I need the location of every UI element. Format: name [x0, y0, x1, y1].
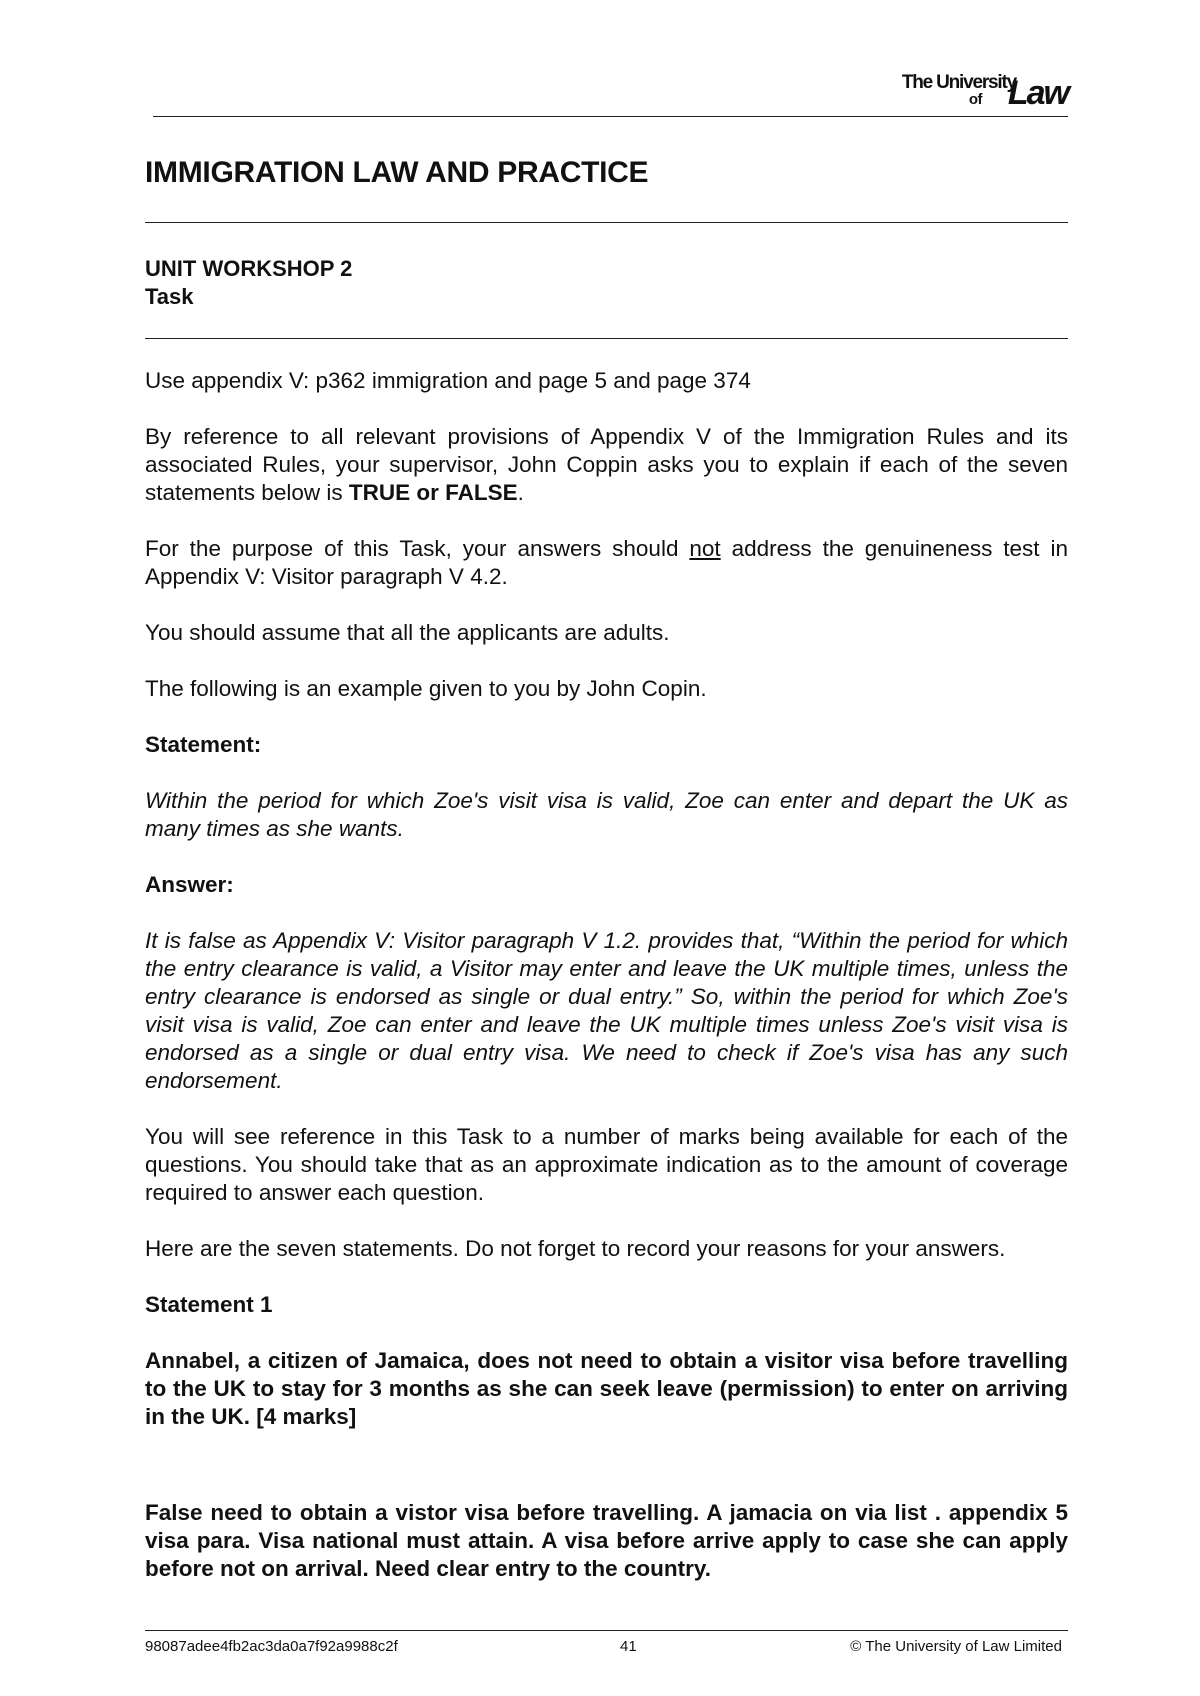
unit-task-label: Task	[145, 284, 194, 309]
unit-heading	[145, 255, 352, 311]
example-answer: It is false as Appendix V: Visitor paragraph V 1.2. provides that, “Within the period for which the entry clearance is valid, a Visitor may enter and leave the UK multiple times, unless the entry clearance is endorsed as single or dual entry.” So, within the period for which Zoe's visit visa is valid, Zoe can enter and leave the UK multiple times unless Zoe's visit visa is endorsed as a single or dual entry visa. We need to check if Zoe's visa has any such endorsement.	[145, 928, 1068, 1093]
university-logo	[858, 70, 1068, 110]
spacer	[145, 1459, 1068, 1499]
marks-paragraph: You will see reference in this Task to a number of marks being available for each of the questions. You should take that as an approximate indication as to the amount of coverage required to answer each question.	[145, 1124, 1068, 1205]
unit-workshop-label: UNIT WORKSHOP 2	[145, 256, 353, 281]
logo-line-of: of	[968, 91, 982, 108]
answer-label: Answer:	[145, 872, 234, 897]
reference-paragraph	[145, 423, 1068, 507]
purpose-text: For the purpose of this Task, your answers should	[145, 536, 690, 561]
logo-line-law: Law	[1007, 74, 1068, 112]
true-false-emphasis: TRUE or FALSE	[348, 480, 518, 505]
statement-1-text: Annabel, a citizen of Jamaica, does not need to obtain a visitor visa before travelling to the UK to stay for 3 months as she can seek leave (permission) to enter on arriving in the UK. [4 marks]	[145, 1348, 1068, 1429]
document-body	[145, 367, 1068, 1611]
header-divider	[153, 116, 1068, 117]
example-statement: Within the period for which Zoe's visit visa is valid, Zoe can enter and depart the UK as many times as she wants.	[145, 788, 1068, 841]
page-title: IMMIGRATION LAW AND PRACTICE	[145, 156, 649, 189]
purpose-end: address the genuineness test in Appendix V: Visitor paragraph V 4.2.	[145, 536, 1068, 589]
student-answer: False need to obtain a vistor visa before travelling. A jamacia on via list . appendix 5 visa para. Visa national must attain. A visa before arrive apply to case she can apply before not on arrival. Need clear entry to the country.	[145, 1500, 1068, 1581]
page-number: 41	[620, 1638, 637, 1655]
purpose-paragraph	[145, 535, 1068, 591]
footer-divider	[145, 1630, 1068, 1631]
logo-line-university: The University	[901, 72, 1016, 93]
statement-1-label: Statement 1	[145, 1292, 273, 1317]
title-divider	[145, 222, 1068, 223]
instruction-paragraph: Use appendix V: p362 immigration and page 5 and page 374	[145, 368, 751, 393]
not-underlined: not	[689, 536, 721, 561]
assumption-paragraph: You should assume that all the applicants are adults.	[145, 620, 670, 645]
statement-label: Statement:	[145, 732, 262, 757]
reference-end: .	[517, 480, 524, 505]
copyright-notice: © The University of Law Limited	[850, 1638, 1062, 1655]
reference-text: By reference to all relevant provisions of Appendix V of the Immigration Rules and its associated Rules, your supervisor, John Coppin asks you to explain if each of the seven statements below is	[145, 424, 1068, 505]
unit-divider	[145, 338, 1068, 339]
document-id: 98087adee4fb2ac3da0a7f92a9988c2f	[145, 1638, 398, 1655]
seven-statements-paragraph: Here are the seven statements. Do not forget to record your reasons for your answers.	[145, 1236, 1006, 1261]
example-intro-paragraph: The following is an example given to you by John Copin.	[145, 676, 707, 701]
page-footer	[145, 1638, 1068, 1662]
